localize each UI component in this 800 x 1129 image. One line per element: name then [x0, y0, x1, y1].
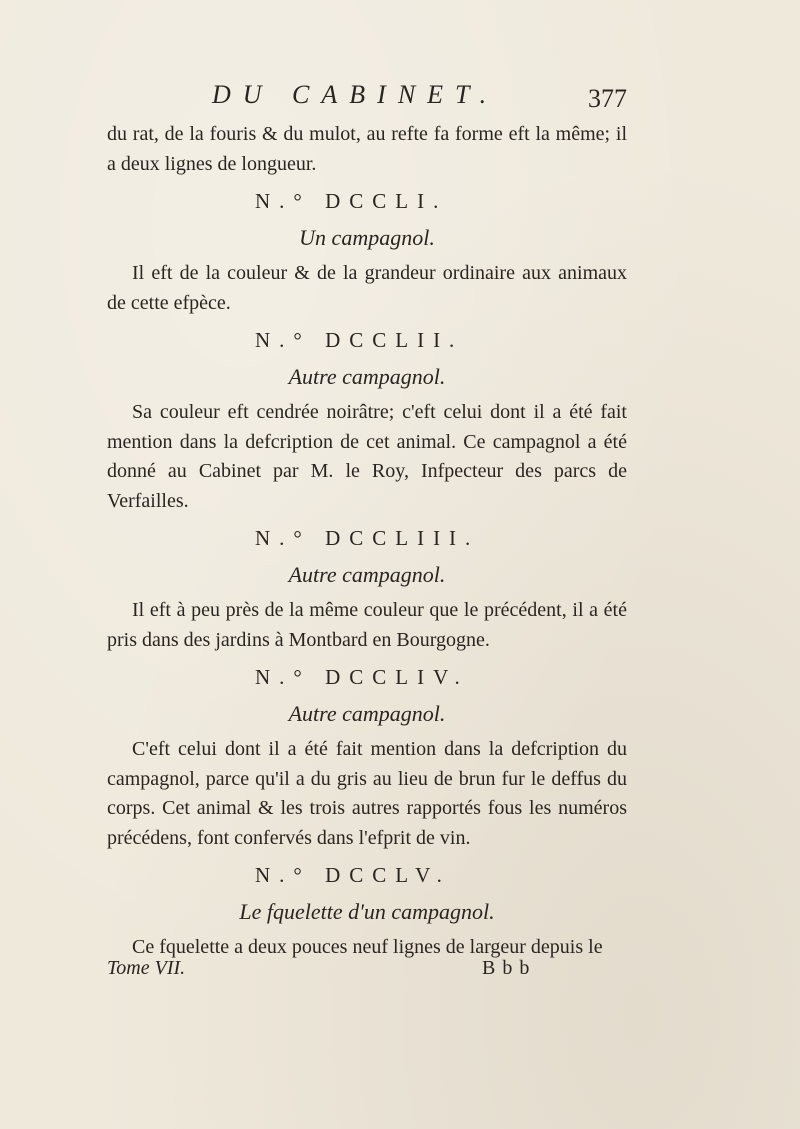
entry-title-753: Autre campagnol. — [288, 562, 446, 587]
entry-text-755: Ce fquelette a deux pouces neuf lignes de largeur depuis le — [132, 936, 603, 958]
entry-text-751: Il eft de la couleur & de la grandeur ordinaire aux animaux de cette efpèce. — [107, 262, 627, 314]
entry-title-755: Le fquelette d'un campagnol. — [239, 899, 495, 924]
entry-text-752: Sa couleur eft cendrée noirâtre; c'eft celui dont il a été fait mention dans la defcription de cet animal. Ce campagnol a été donné au Cabinet par M. le Roy, Infpecteur des parcs de Verfailles. — [107, 401, 627, 512]
opening-paragraph: du rat, de la fouris & du mulot, au refte fa forme eft la même; il a deux lignes de longueur. — [107, 123, 627, 175]
entry-title-752: Autre campagnol. — [288, 364, 446, 389]
entry-title-751: Un campagnol. — [299, 225, 435, 250]
entry-title-754: Autre campagnol. — [288, 701, 446, 726]
page-footer — [107, 956, 627, 987]
entry-number-753: N.° DCCLIII. — [255, 526, 480, 550]
signature-mark: B b b — [482, 956, 531, 979]
entry-number-752: N.° DCCLII. — [255, 328, 464, 352]
running-title: DU CABINET. — [212, 80, 499, 109]
entry-number-755: N.° DCCLV. — [255, 863, 451, 887]
page-number: 377 — [588, 84, 627, 113]
page-content — [107, 80, 627, 987]
entry-text-754: C'eft celui dont il a été fait mention dans la defcription du campagnol, parce qu'il a du gris au lieu de brun fur le deffus du corps. Cet animal & les trois autres rapportés fous les numéros précédens, font confervés dans l'efprit de vin. — [107, 738, 627, 849]
volume-label: Tome VII. — [107, 956, 186, 979]
entry-number-754: N.° DCCLIV. — [255, 665, 469, 689]
running-head — [107, 80, 627, 120]
entry-text-753: Il eft à peu près de la même couleur que le précédent, il a été pris dans des jardins à Montbard en Bourgogne. — [107, 599, 627, 651]
entry-number-751: N.° DCCLI. — [255, 189, 448, 213]
